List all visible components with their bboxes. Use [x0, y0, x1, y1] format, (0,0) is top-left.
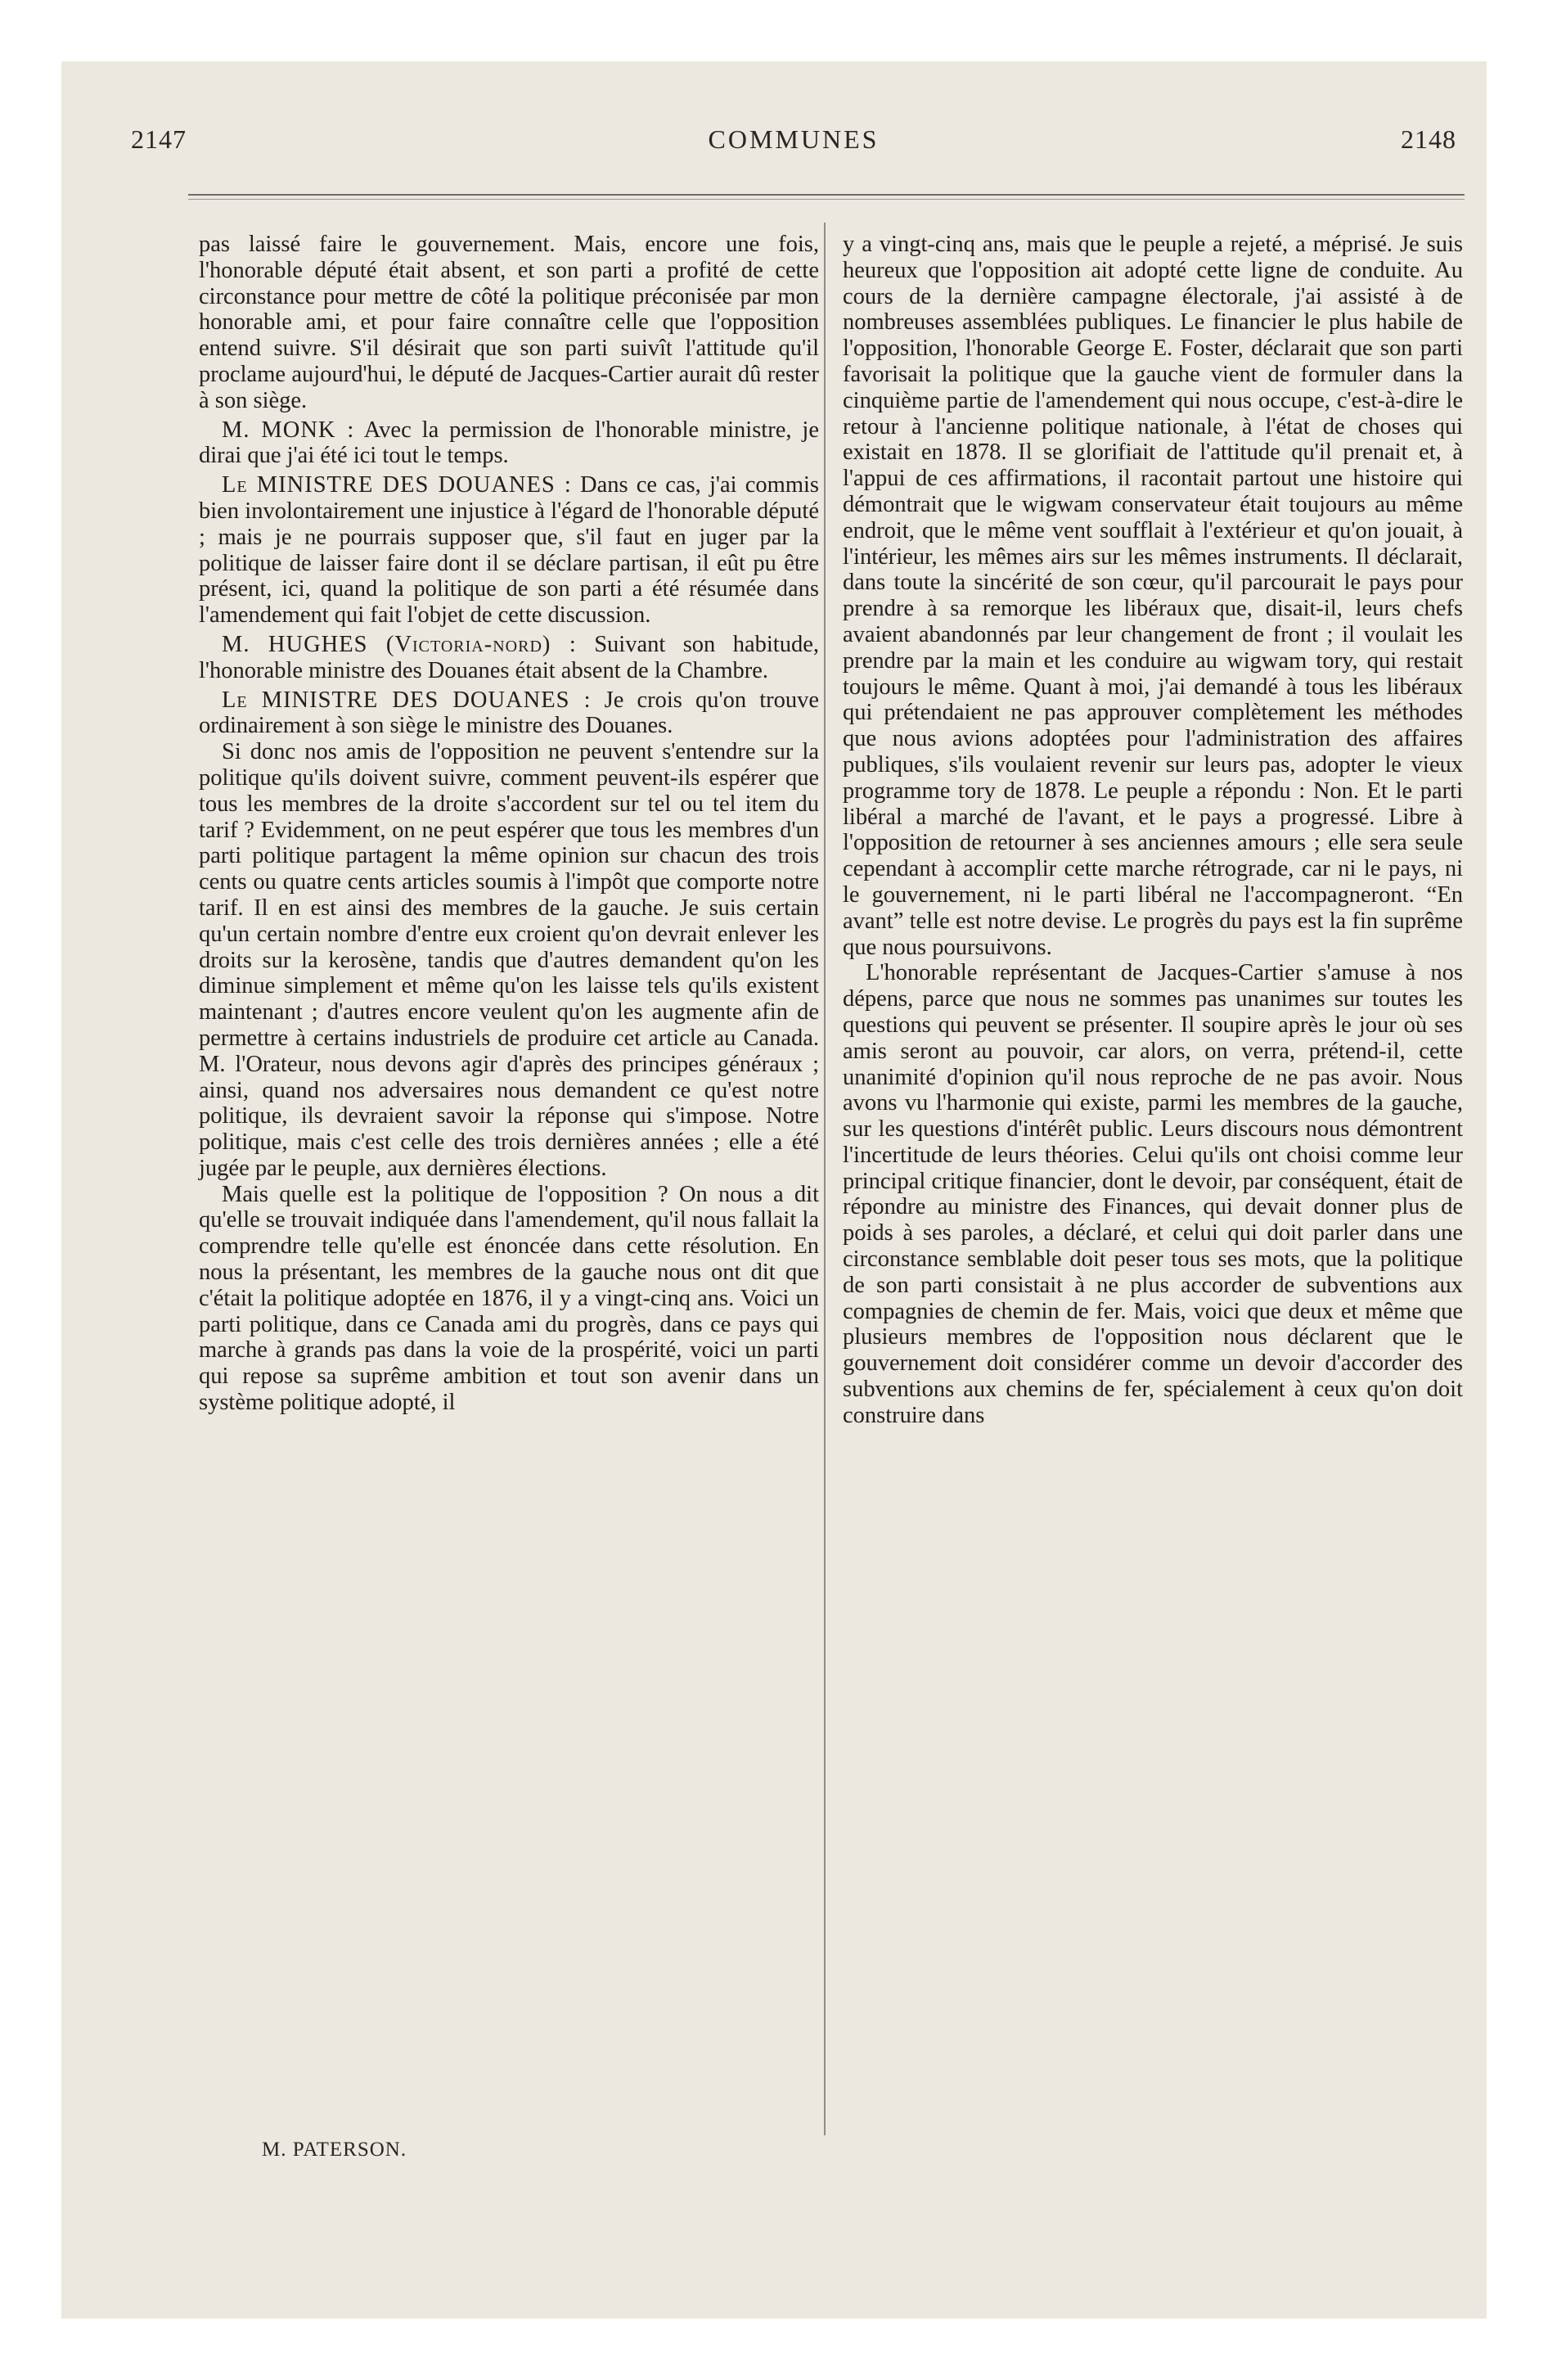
footer-speaker-name: M. PATERSON.	[262, 2139, 407, 2161]
speech-paragraph	[199, 417, 819, 470]
speaker-name: Le MINISTRE DES DOUANES :	[222, 687, 592, 713]
right-column	[843, 232, 1463, 1429]
paragraph	[199, 739, 819, 1182]
paragraph-text: y a vingt-cinq ans, mais que le peuple a rejeté, a méprisé. Je suis heureux que l'opposition ait adopté cette ligne de conduite. Au cours de la dernière campagne électorale, j'ai assisté à de nombreuses assemblées publiques. Le financier le plus habile de l'opposition, l'honorable George E. Foster, déclarait que son parti favorisait la politique que la gauche vient de formuler dans la cinquième partie de l'amendement qui nous occupe, c'est-à-dire le retour à l'ancienne politique nationale, à l'état de choses qui existait en 1878. Il se glorifiait de l'attitude qu'il prenait et, à l'appui de ces affirmations, il racontait partout une histoire qui démontrait que le wigwam conservateur était toujours au même endroit, que le même vent soufflait à l'extérieur et qu'on jouait, à l'intérieur, les mêmes airs sur les mêmes instruments. Il déclarait, dans toute la sincérité de son cœur, qu'il parcourait le pays pour prendre à sa remorque les libéraux que, disait-il, leurs chefs avaient abandonnés par leur changement de front ; il voulait les prendre par la main et les conduire au wigwam tory, qui restait toujours le même. Quant à moi, j'ai demandé à tous les libéraux qui prétendaient ne pas approuver complètement les méthodes que nous avions adoptées pour l'administration des affaires publiques, s'ils voulaient revenir sur leurs pas, adopter le vieux programme tory de 1878. Le peuple a répondu : Non. Et le parti libéral a marché de l'avant, et le pays a progressé. Libre à l'opposition de retourner à ses anciennes amours ; elle sera seule cependant à accomplir cette marche rétrograde, car ni le pays, ni le gouvernement, ni le parti libéral ne l'accompagneront. “En avant” telle est notre devise. Le progrès du pays est la fin suprême que nous poursuivons.	[843, 232, 1463, 960]
paragraph	[843, 232, 1463, 960]
page-number-left: 2147	[131, 124, 187, 154]
paragraph-text: Suivant son habitude, l'honorable ministre des Douanes était absent de la Chambre.	[199, 631, 819, 683]
page-number-right: 2148	[1401, 124, 1456, 154]
page-title: COMMUNES	[708, 124, 880, 154]
paragraph	[199, 232, 819, 414]
paragraph-text: pas laissé faire le gouvernement. Mais, encore une fois, l'honorable député était absent, et son parti a profité de cette circonstance pour mettre de côté la politique préconisée par mon honorable ami, et pour faire connaître celle que l'opposition entend suivre. S'il désirait que son parti suivît l'attitude qu'il proclame aujourd'hui, le député de Jacques-Cartier aurait dû rester à son siège.	[199, 232, 819, 413]
paragraph-text: Dans ce cas, j'ai commis bien involontairement une injustice à l'égard de l'honorable député ; mais je ne pourrais supposer que, s'il faut en juger par la politique de laisser faire dont il se déclare partisan, il eût pu être présent, ici, quand la politique de son parti a été résumée dans l'amendement qui fait l'objet de cette discussion.	[199, 472, 819, 629]
paragraph-text: Si donc nos amis de l'opposition ne peuvent s'entendre sur la politique qu'ils doivent suivre, comment peuvent-ils espérer que tous les membres de la droite s'accordent sur tel ou tel item du tarif ? Evidemment, on ne peut espérer que tous les membres d'un parti politique partagent la même opinion sur chacun des trois cents ou quatre cents articles soumis à l'impôt que comporte notre tarif. Il en est ainsi des membres de la gauche. Je suis certain qu'un certain nombre d'entre eux croient qu'on devrait enlever les droits sur la kerosène, tandis que d'autres demandent qu'on les diminue simplement et même qu'on les laisse tels qu'ils existent maintenant ; d'autres encore veulent qu'on les augmente afin de permettre à certains industriels de produire cet article au Canada. M. l'Orateur, nous devons agir d'après des principes généraux ; ainsi, quand nos adversaires nous demandent ce qu'est notre politique, ils devraient savoir la réponse qui s'impose. Notre politique, mais c'est celle des trois dernières années ; elle a été jugée par le peuple, aux dernières élections.	[199, 739, 819, 1181]
page-header	[131, 124, 1456, 165]
speech-paragraph	[199, 687, 819, 740]
speaker-name: M. MONK :	[222, 417, 355, 443]
speech-paragraph	[199, 632, 819, 684]
paragraph	[199, 1182, 819, 1416]
speaker-name: M. HUGHES (Victoria-nord) :	[222, 631, 577, 657]
paragraph-text: L'honorable représentant de Jacques-Cartier s'amuse à nos dépens, parce que nous ne sommes pas unanimes sur toutes les questions qui peuvent se présenter. Il soupire après le jour où ses amis seront au pouvoir, car alors, on verra, prétend-il, cette unanimité d'opinion qu'il nous reproche de ne pas avoir. Nous avons vu l'harmonie qui existe, parmi les membres de la gauche, sur les questions d'intérêt public. Leurs discours nous démontrent l'incertitude de leurs théories. Celui qu'ils ont choisi comme leur principal critique financier, dont le devoir, par conséquent, était de répondre au ministre des Finances, qui devait donner plus de poids à ses paroles, a déclaré, et celui qui doit parler dans une circonstance semblable doit peser tous ses mots, que la politique de son parti consistait à ne plus accorder de subventions aux compagnies de chemin de fer. Mais, voici que deux et même que plusieurs membres de l'opposition nous déclarent que le gouvernement doit considérer comme un devoir d'accorder des subventions aux chemins de fer, spécialement à ceux qu'on doit construire dans	[843, 960, 1463, 1428]
column-divider	[824, 223, 826, 2135]
speech-paragraph	[199, 472, 819, 629]
header-rule	[188, 194, 1465, 200]
speaker-name: Le MINISTRE DES DOUANES :	[222, 472, 572, 498]
paragraph	[843, 960, 1463, 1428]
paragraph-text: Avec la permission de l'honorable ministre, je dirai que j'ai été ici tout le temps.	[199, 417, 819, 469]
paragraph-text: Je crois qu'on trouve ordinairement à son siège le ministre des Douanes.	[199, 687, 820, 739]
left-column	[199, 232, 819, 1416]
paragraph-text: Mais quelle est la politique de l'opposition ? On nous a dit qu'elle se trouvait indiquée dans l'amendement, qu'il nous fallait la comprendre telle qu'elle est énoncée dans cette résolution. En nous la présentant, les membres de la gauche nous ont dit que c'était la politique adoptée en 1876, il y a vingt-cinq ans. Voici un parti politique, dans ce Canada ami du progrès, dans ce pays qui marche à grands pas dans la voie de la prospérité, voici un parti qui repose sa suprême ambition et tout son avenir dans un système politique adopté, il	[199, 1181, 819, 1416]
